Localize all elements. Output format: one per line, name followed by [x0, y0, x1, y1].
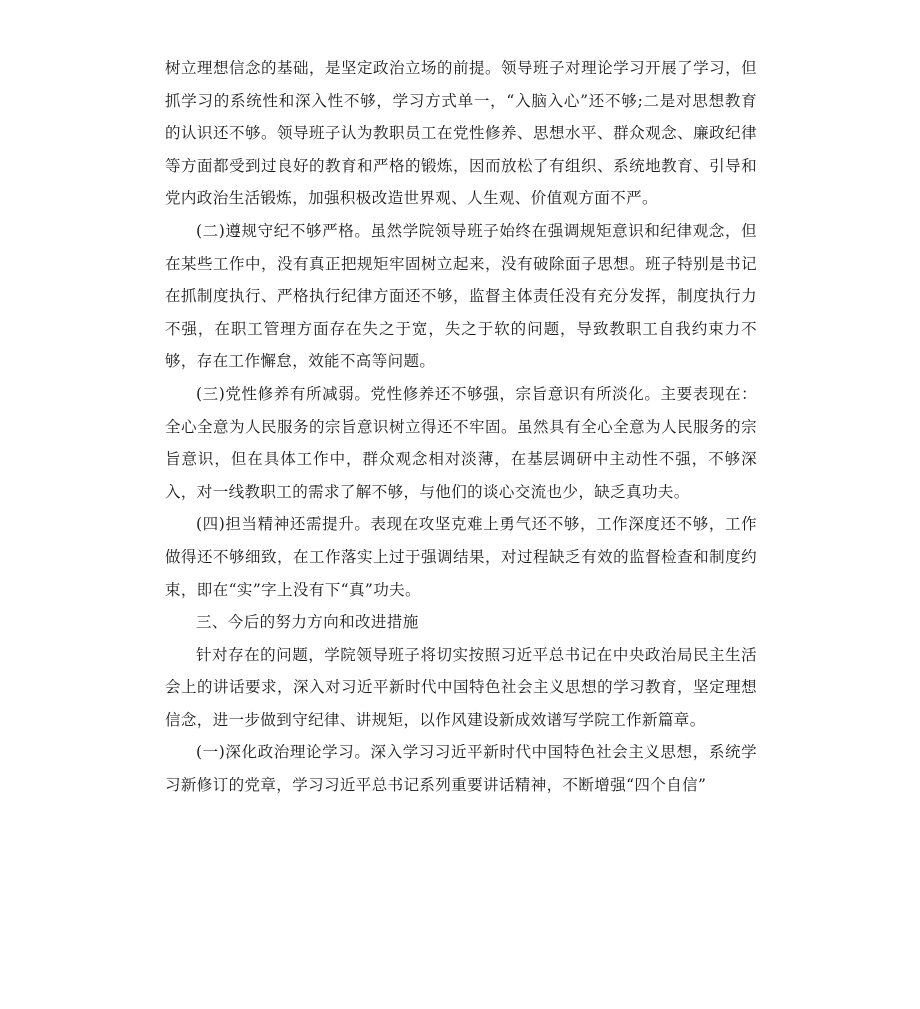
paragraph-theory-study: (一)深化政治理论学习。深入学习习近平新时代中国特色社会主义思想，系统学习新修订的党章，学习习近平总书记系列重要讲话精神，不断增强“四个自信”	[165, 743, 757, 795]
document-body	[165, 52, 757, 802]
section-heading-improvement: 三、今后的努力方向和改进措施	[196, 613, 419, 632]
paragraph-ideals-foundation: 树立理想信念的基础，是坚定政治立场的前提。领导班子对理论学习开展了学习，但抓学习的系统性和深入性不够，学习方式单一，“入脑入心”还不够;二是对思想教育的认识还不够。领导班子认为教职员工在党性修养、思想水平、群众观念、廉政纪律等方面都受到过良好的教育和严格的锻炼，因而放松了有组织、系统地教育、引导和党内政治生活锻炼，加强积极改造世界观、人生观、价值观方面不严。	[165, 59, 757, 208]
paragraph-responsibility: (四)担当精神还需提升。表现在攻坚克难上勇气还不够，工作深度还不够，工作做得还不够细致，在工作落实上过于强调结果，对过程缺乏有效的监督检查和制度约束，即在“实”字上没有下“真”功夫。	[165, 515, 757, 599]
paragraph-improvement-intro: 针对存在的问题，学院领导班子将切实按照习近平总书记在中央政治局民主生活会上的讲话要求，深入对习近平新时代中国特色社会主义思想的学习教育，坚定理想信念，进一步做到守纪律、讲规矩，以作风建设新成效谱写学院工作新篇章。	[165, 645, 757, 729]
paragraph-discipline: (二)遵规守纪不够严格。虽然学院领导班子始终在强调规矩意识和纪律观念，但在某些工作中，没有真正把规矩牢固树立起来，没有破除面子思想。班子特别是书记在抓制度执行、严格执行纪律方面还不够，监督主体责任没有充分发挥，制度执行力不强，在职工管理方面存在失之于宽，失之于软的问题，导致教职工自我约束力不够，存在工作懈怠，效能不高等问题。	[165, 221, 757, 371]
paragraph-party-spirit: (三)党性修养有所减弱。党性修养还不够强，宗旨意识有所淡化。主要表现在：全心全意为人民服务的宗旨意识树立得还不牢固。虽然具有全心全意为人民服务的宗旨意识，但在具体工作中，群众观念相对淡薄，在基层调研中主动性不强，不够深入，对一线教职工的需求了解不够，与他们的谈心交流也少，缺乏真功夫。	[165, 384, 757, 501]
